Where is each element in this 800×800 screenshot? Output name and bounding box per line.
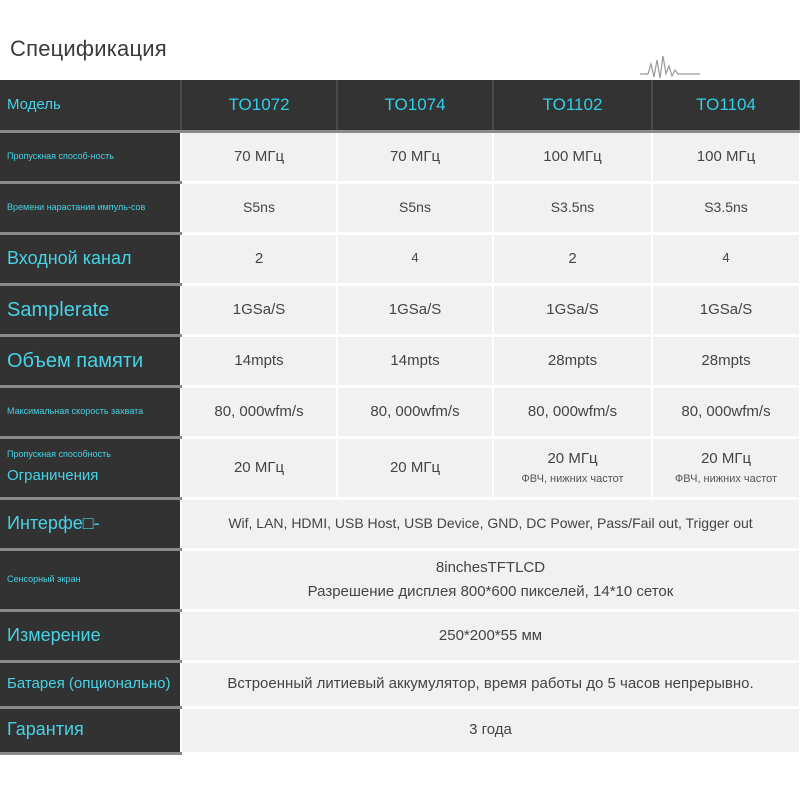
model-name: TO1074 bbox=[337, 80, 493, 131]
cell-value: 80, 000wfm/s bbox=[337, 386, 493, 437]
row-label-bottom: Ограничения bbox=[7, 467, 99, 485]
cell-value: 1GSa/S bbox=[337, 284, 493, 335]
cell-value: 1GSa/S bbox=[652, 284, 800, 335]
page-title: Спецификация bbox=[10, 36, 167, 61]
cell-main: 20 МГц bbox=[700, 449, 752, 467]
cell-value: 4 bbox=[337, 233, 493, 284]
cell-main: 20 МГц bbox=[547, 449, 598, 467]
cell-value: 14mpts bbox=[337, 335, 493, 386]
cell-value: 28mpts bbox=[652, 335, 800, 386]
cell-value bbox=[652, 437, 800, 498]
cell-value: 1GSa/S bbox=[181, 284, 337, 335]
cell-value: 2 bbox=[493, 233, 652, 284]
cell-value: 80, 000wfm/s bbox=[493, 386, 652, 437]
row-label: Измерение bbox=[0, 610, 181, 661]
cell-value bbox=[181, 549, 800, 610]
cell-value: 70 МГц bbox=[337, 131, 493, 182]
cell-value: Встроенный литиевый аккумулятор, время работы до 5 часов непрерывно. bbox=[181, 661, 800, 707]
row-label: Сенсорный экран bbox=[0, 549, 181, 610]
cell-line: Разрешение дисплея 800*600 пикселей, 14*10 сеток bbox=[307, 582, 674, 600]
model-label: Модель bbox=[0, 80, 181, 131]
header-row bbox=[0, 80, 800, 131]
table-row bbox=[0, 610, 800, 661]
cell-value: S3.5ns bbox=[652, 182, 800, 233]
row-label: Батарея (опционально) bbox=[0, 661, 181, 707]
cell-value: 20 МГц bbox=[181, 437, 337, 498]
cell-note: ФВЧ, нижних частот bbox=[674, 473, 778, 486]
cell-value: 80, 000wfm/s bbox=[181, 386, 337, 437]
cell-value: 20 МГц bbox=[337, 437, 493, 498]
cell-line: 8inchesTFTLCD bbox=[435, 559, 546, 576]
cell-value: 2 bbox=[181, 233, 337, 284]
row-label-top: Пропускная способность bbox=[7, 449, 111, 460]
row-label: Времени нарастания импуль-сов bbox=[0, 182, 181, 233]
row-label: Samplerate bbox=[0, 284, 181, 335]
cell-value: 80, 000wfm/s bbox=[652, 386, 800, 437]
model-name: TO1102 bbox=[493, 80, 652, 131]
table-row bbox=[0, 549, 800, 610]
model-name: TO1104 bbox=[652, 80, 800, 131]
table-row bbox=[0, 437, 800, 498]
cell-value: 3 года bbox=[181, 707, 800, 753]
row-label: Объем памяти bbox=[0, 335, 181, 386]
cell-value: 4 bbox=[652, 233, 800, 284]
row-label bbox=[0, 437, 181, 498]
model-name: TO1072 bbox=[181, 80, 337, 131]
table-row bbox=[0, 661, 800, 707]
table-row bbox=[0, 335, 800, 386]
spec-table bbox=[0, 80, 800, 755]
cell-value: S5ns bbox=[181, 182, 337, 233]
table-row bbox=[0, 707, 800, 753]
row-label: Максимальная скорость захвата bbox=[0, 386, 181, 437]
cell-value: 1GSa/S bbox=[493, 284, 652, 335]
cell-value: S5ns bbox=[337, 182, 493, 233]
cell-value: 100 МГц bbox=[493, 131, 652, 182]
row-label: Входной канал bbox=[0, 233, 181, 284]
table-row bbox=[0, 131, 800, 182]
row-label: Пропускная способ-ность bbox=[0, 131, 181, 182]
cell-note: ФВЧ, нижних частот bbox=[521, 473, 624, 486]
table-row bbox=[0, 386, 800, 437]
cell-value: 14mpts bbox=[181, 335, 337, 386]
row-label: Интерфе□- bbox=[0, 498, 181, 549]
cell-value: S3.5ns bbox=[493, 182, 652, 233]
cell-value: 250*200*55 мм bbox=[181, 610, 800, 661]
row-label: Гарантия bbox=[0, 707, 181, 753]
cell-value: 100 МГц bbox=[652, 131, 800, 182]
cell-value: 70 МГц bbox=[181, 131, 337, 182]
table-row bbox=[0, 498, 800, 549]
cell-value: 28mpts bbox=[493, 335, 652, 386]
table-row bbox=[0, 284, 800, 335]
cell-value bbox=[493, 437, 652, 498]
cell-value: Wif, LAN, HDMI, USB Host, USB Device, GND, DC Power, Pass/Fail out, Trigger out bbox=[181, 498, 800, 549]
waveform-icon bbox=[640, 52, 700, 82]
table-row bbox=[0, 182, 800, 233]
table-row bbox=[0, 233, 800, 284]
